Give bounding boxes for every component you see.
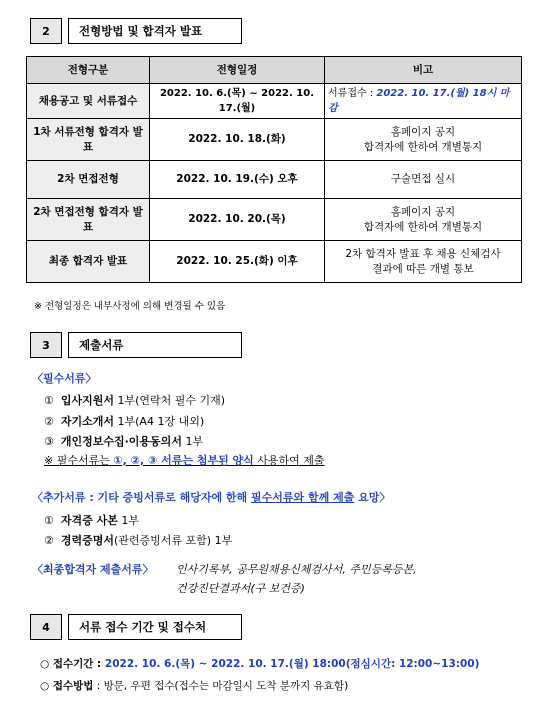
additional-docs-heading: [32, 489, 390, 505]
column-header: 전형구분: [27, 57, 150, 84]
item-marker: ②: [44, 415, 54, 428]
table-row: [27, 199, 522, 241]
date-cell: 2022. 10. 20.(목): [150, 199, 325, 241]
method-value: : 방문, 우편 접수(접수는 마감일시 도착 분까지 유효함): [93, 680, 349, 692]
final-docs-line: 인사기록부, 공무원채용신체검사서, 주민등록등본,: [176, 563, 417, 576]
submission-period: [40, 656, 479, 671]
section-number: 3: [30, 332, 62, 358]
column-header: 전형일정: [150, 57, 325, 84]
schedule-table: [26, 56, 522, 283]
note-line: 홈페이지 공지: [390, 205, 456, 218]
category-cell: 1차 서류전형 합격자 발표: [27, 119, 150, 161]
section-title: 서류 접수 기간 및 접수처: [68, 614, 242, 640]
table-row: [27, 241, 522, 283]
item-marker: ③: [44, 435, 54, 448]
doc-name: 자기소개서: [60, 415, 115, 428]
note-line: 2차 합격자 발표 후 채용 신체검사: [345, 247, 501, 260]
method-label: ○ 접수방법: [40, 680, 94, 692]
note-line: 홈페이지 공지: [390, 125, 456, 138]
section-2-header: [30, 18, 242, 44]
section-number: 4: [30, 614, 62, 640]
category-cell: 채용공고 및 서류접수: [27, 84, 150, 119]
item-marker: ①: [44, 394, 54, 407]
date-cell: 2022. 10. 25.(화) 이후: [150, 241, 325, 283]
required-docs-note: [44, 452, 325, 468]
item-marker: ②: [44, 534, 54, 547]
deadline-highlight: 2022. 10. 17.(월) 18시 마감: [328, 88, 510, 114]
table-row: [27, 161, 522, 199]
doc-name: 입사지원서: [60, 394, 115, 407]
period-value: 2022. 10. 6.(목) ~ 2022. 10. 17.(월) 18:00(점심시간: 12:00~13:00): [104, 658, 480, 670]
table-header-row: [27, 57, 522, 84]
section-3-header: [30, 332, 242, 358]
category-cell: 최종 합격자 발표: [27, 241, 150, 283]
doc-name: 개인정보수집·이용동의서: [60, 435, 182, 448]
final-docs-line: 건강진단결과서(구 보건증): [176, 582, 305, 595]
note-cell: [325, 199, 522, 241]
section-title: 전형방법 및 합격자 발표: [68, 18, 242, 44]
note-start: ※ 필수서류는: [44, 454, 114, 467]
section-number: 2: [30, 18, 62, 44]
category-cell: 2차 면접전형: [27, 161, 150, 199]
note-cell: [325, 119, 522, 161]
doc-name: 자격증 사본: [60, 514, 118, 527]
final-docs-heading: 〈최종합격자 제출서류〉: [32, 563, 154, 576]
table-row: [27, 84, 522, 119]
date-cell: 2022. 10. 19.(수) 오후: [150, 161, 325, 199]
note-emphasis: ①, ②, ③ 서류는 첨부된 양식: [113, 454, 254, 467]
doc-name: 경력증명서: [60, 534, 115, 547]
date-cell: 2022. 10. 18.(화): [150, 119, 325, 161]
doc-detail: 1부(연락처 필수 기재): [114, 394, 226, 407]
additional-doc-item: [44, 512, 139, 528]
heading-end: 요망〉: [354, 491, 391, 504]
note-line: 합격자에 한하여 개별통지: [363, 220, 483, 233]
item-marker: ①: [44, 514, 54, 527]
note-end: 사용하여 제출: [253, 454, 325, 467]
required-doc-item: [44, 392, 225, 408]
note-cell: 구술면접 실시: [325, 161, 522, 199]
heading-emphasis: 필수서류와 함께 제출: [251, 491, 355, 504]
section-title: 제출서류: [68, 332, 242, 358]
additional-doc-item: [44, 532, 232, 548]
doc-detail: 1부: [117, 514, 139, 527]
table-row: [27, 119, 522, 161]
heading-start: 〈추가서류 : 기타 증빙서류로 해당자에 한해: [32, 491, 252, 504]
period-label: ○ 접수기간 :: [40, 658, 105, 670]
required-doc-item: [44, 413, 204, 429]
category-cell: 2차 면접전형 합격자 발표: [27, 199, 150, 241]
submission-method: [40, 678, 348, 693]
doc-detail: 1부: [181, 435, 204, 448]
note-cell: [325, 241, 522, 283]
note-line: 합격자에 한하여 개별통지: [363, 140, 483, 153]
column-header: 비고: [325, 57, 522, 84]
required-docs-heading: 〈필수서류〉: [32, 372, 97, 385]
note-prefix: 서류접수 :: [328, 88, 377, 99]
note-line: 결과에 따른 개별 통보: [372, 262, 474, 275]
note-cell: [325, 84, 522, 119]
doc-detail: 1부(A4 1장 내외): [114, 415, 205, 428]
doc-detail: (관련증빙서류 포함) 1부: [114, 534, 233, 547]
schedule-footnote: ※ 전형일정은 내부사정에 의해 변경될 수 있음: [34, 301, 226, 312]
date-cell: 2022. 10. 6.(목) ~ 2022. 10. 17.(월): [150, 84, 325, 119]
section-4-header: [30, 614, 242, 640]
required-doc-item: [44, 433, 203, 449]
